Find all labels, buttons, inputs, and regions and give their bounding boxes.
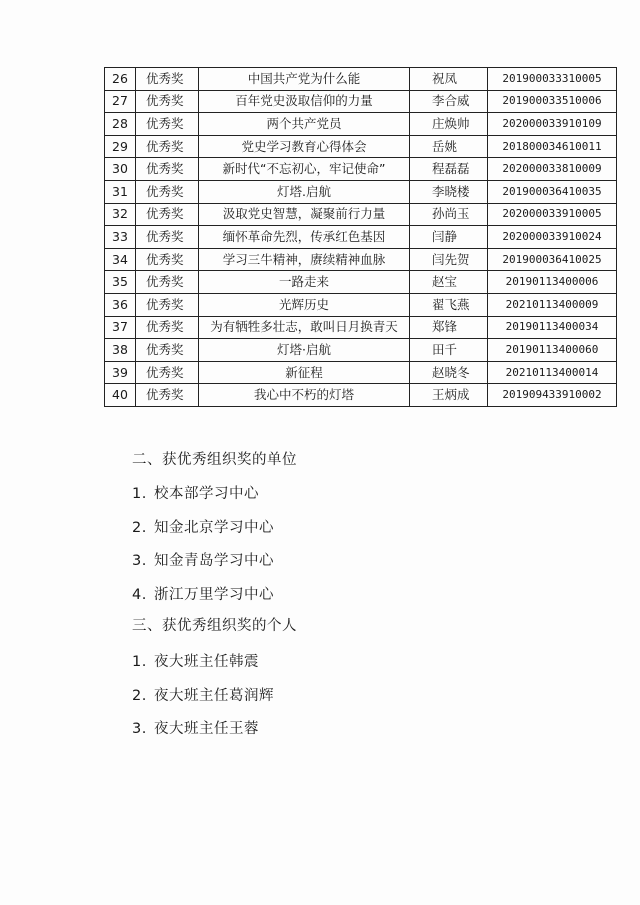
author-name-cell: 祝凤 xyxy=(410,68,488,91)
author-name-cell: 田千 xyxy=(410,339,488,362)
list-number: 3. xyxy=(132,721,147,737)
student-id-cell: 20190113400006 xyxy=(488,271,617,294)
row-number-cell: 36 xyxy=(105,293,136,316)
student-id-cell: 201900033510006 xyxy=(488,90,617,113)
row-number-cell: 29 xyxy=(105,135,136,158)
author-name-cell: 郑锋 xyxy=(410,316,488,339)
student-id-cell: 20210113400014 xyxy=(488,361,617,384)
award-level-cell: 优秀奖 xyxy=(136,135,199,158)
row-number-cell: 32 xyxy=(105,203,136,226)
essay-title-cell: 学习三牛精神，赓续精神血脉 xyxy=(199,248,410,271)
row-number-cell: 37 xyxy=(105,316,136,339)
row-number-cell: 35 xyxy=(105,271,136,294)
list-number: 1. xyxy=(132,486,147,502)
essay-title-cell: 汲取党史智慧，凝聚前行力量 xyxy=(199,203,410,226)
row-number-cell: 38 xyxy=(105,339,136,362)
essay-title-cell: 灯塔·启航 xyxy=(199,339,410,362)
essay-title-cell: 新时代“不忘初心，牢记使命” xyxy=(199,158,410,181)
student-id-cell: 20190113400060 xyxy=(488,339,617,362)
list-text: 夜大班主任葛润辉 xyxy=(154,687,274,704)
student-id-cell: 202000033910024 xyxy=(488,226,617,249)
author-name-cell: 李合威 xyxy=(410,90,488,113)
award-level-cell: 优秀奖 xyxy=(136,90,199,113)
section-2-list-item xyxy=(132,482,259,503)
essay-title-cell: 一路走来 xyxy=(199,271,410,294)
table-row xyxy=(105,248,617,271)
student-id-cell: 201900036410035 xyxy=(488,180,617,203)
author-name-cell: 李晓楼 xyxy=(410,180,488,203)
table-row xyxy=(105,203,617,226)
list-text: 夜大班主任王蓉 xyxy=(154,721,259,737)
table-row xyxy=(105,180,617,203)
essay-title-cell: 光辉历史 xyxy=(199,293,410,316)
table-row xyxy=(105,68,617,91)
awards-table xyxy=(104,67,617,407)
award-level-cell: 优秀奖 xyxy=(136,384,199,407)
section-2-list-item xyxy=(132,583,274,604)
author-name-cell: 王炳成 xyxy=(410,384,488,407)
section-3-list-item xyxy=(132,650,259,671)
author-name-cell: 岳姚 xyxy=(410,135,488,158)
table-row xyxy=(105,271,617,294)
table-row xyxy=(105,226,617,249)
award-level-cell: 优秀奖 xyxy=(136,293,199,316)
list-number: 2. xyxy=(132,687,147,704)
awards-table-body xyxy=(105,68,617,407)
list-text: 知金青岛学习中心 xyxy=(154,553,274,569)
author-name-cell: 庄焕帅 xyxy=(410,113,488,136)
student-id-cell: 201909433910002 xyxy=(488,384,617,407)
table-row xyxy=(105,293,617,316)
list-text: 校本部学习中心 xyxy=(154,486,259,502)
table-row xyxy=(105,113,617,136)
author-name-cell: 赵宝 xyxy=(410,271,488,294)
student-id-cell: 202000033910005 xyxy=(488,203,617,226)
student-id-cell: 201800034610011 xyxy=(488,135,617,158)
section-3-list-item xyxy=(132,684,274,705)
list-text: 夜大班主任韩震 xyxy=(154,654,259,670)
author-name-cell: 孙尚玉 xyxy=(410,203,488,226)
award-level-cell: 优秀奖 xyxy=(136,316,199,339)
list-number: 2. xyxy=(132,519,147,536)
row-number-cell: 27 xyxy=(105,90,136,113)
list-text: 浙江万里学习中心 xyxy=(154,586,274,603)
row-number-cell: 34 xyxy=(105,248,136,271)
table-row xyxy=(105,158,617,181)
award-level-cell: 优秀奖 xyxy=(136,180,199,203)
table-row xyxy=(105,339,617,362)
essay-title-cell: 百年党史汲取信仰的力量 xyxy=(199,90,410,113)
row-number-cell: 28 xyxy=(105,113,136,136)
table-row xyxy=(105,90,617,113)
author-name-cell: 闫静 xyxy=(410,226,488,249)
essay-title-cell: 为有牺牲多壮志，敢叫日月换青天 xyxy=(199,316,410,339)
award-level-cell: 优秀奖 xyxy=(136,339,199,362)
section-2-list-item xyxy=(132,516,274,537)
section-3-heading: 三、获优秀组织奖的个人 xyxy=(132,618,297,634)
row-number-cell: 26 xyxy=(105,68,136,91)
table-row xyxy=(105,316,617,339)
essay-title-cell: 灯塔.启航 xyxy=(199,180,410,203)
award-level-cell: 优秀奖 xyxy=(136,226,199,249)
row-number-cell: 40 xyxy=(105,384,136,407)
essay-title-cell: 缅怀革命先烈，传承红色基因 xyxy=(199,226,410,249)
row-number-cell: 33 xyxy=(105,226,136,249)
author-name-cell: 闫先贺 xyxy=(410,248,488,271)
section-2-list-item xyxy=(132,549,274,570)
table-row xyxy=(105,135,617,158)
list-number: 3. xyxy=(132,553,147,569)
section-3-list-item xyxy=(132,717,259,738)
award-level-cell: 优秀奖 xyxy=(136,271,199,294)
list-text: 知金北京学习中心 xyxy=(154,519,274,536)
author-name-cell: 程磊磊 xyxy=(410,158,488,181)
row-number-cell: 31 xyxy=(105,180,136,203)
table-row xyxy=(105,384,617,407)
student-id-cell: 202000033810009 xyxy=(488,158,617,181)
award-level-cell: 优秀奖 xyxy=(136,203,199,226)
essay-title-cell: 两个共产党员 xyxy=(199,113,410,136)
list-number: 1. xyxy=(132,654,147,670)
award-level-cell: 优秀奖 xyxy=(136,361,199,384)
student-id-cell: 20190113400034 xyxy=(488,316,617,339)
student-id-cell: 201900033310005 xyxy=(488,68,617,91)
author-name-cell: 赵晓冬 xyxy=(410,361,488,384)
row-number-cell: 39 xyxy=(105,361,136,384)
section-2-heading: 二、获优秀组织奖的单位 xyxy=(132,452,297,468)
award-level-cell: 优秀奖 xyxy=(136,248,199,271)
award-level-cell: 优秀奖 xyxy=(136,113,199,136)
student-id-cell: 202000033910109 xyxy=(488,113,617,136)
student-id-cell: 201900036410025 xyxy=(488,248,617,271)
essay-title-cell: 党史学习教育心得体会 xyxy=(199,135,410,158)
award-level-cell: 优秀奖 xyxy=(136,68,199,91)
award-level-cell: 优秀奖 xyxy=(136,158,199,181)
list-number: 4. xyxy=(132,586,147,603)
essay-title-cell: 新征程 xyxy=(199,361,410,384)
student-id-cell: 20210113400009 xyxy=(488,293,617,316)
table-row xyxy=(105,361,617,384)
author-name-cell: 翟飞燕 xyxy=(410,293,488,316)
essay-title-cell: 中国共产党为什么能 xyxy=(199,68,410,91)
essay-title-cell: 我心中不朽的灯塔 xyxy=(199,384,410,407)
row-number-cell: 30 xyxy=(105,158,136,181)
